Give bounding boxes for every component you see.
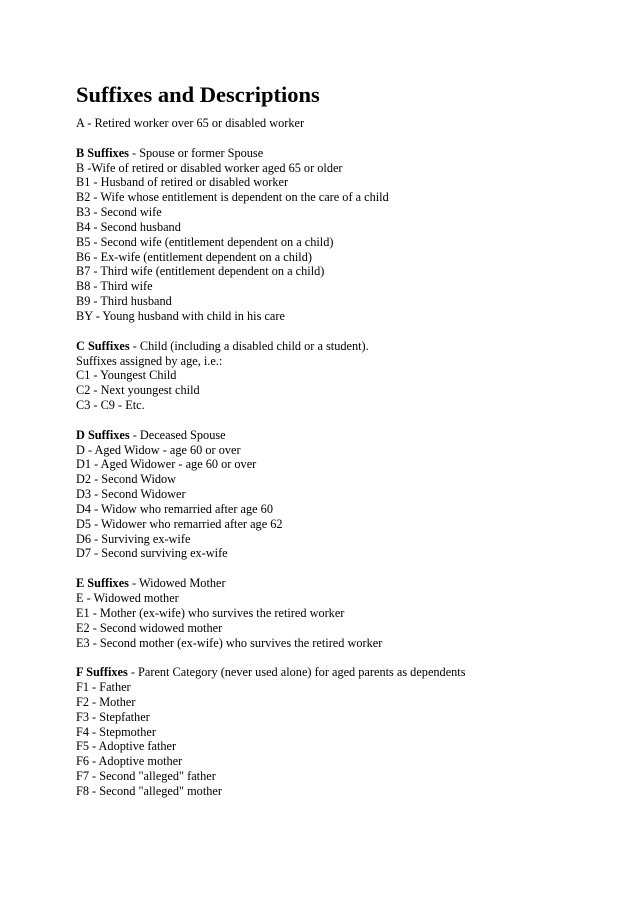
section-e-heading-desc: - Widowed Mother [128, 576, 226, 591]
section-e-line: E3 - Second mother (ex-wife) who survives the retired worker [76, 635, 383, 650]
section-gap [76, 413, 616, 428]
section-f-line: F5 - Adoptive father [76, 739, 177, 754]
section-d-heading-label: D Suffixes [76, 427, 130, 442]
section-b-line: B5 - Second wife (entitlement dependent on a child) [76, 234, 334, 249]
section-d-heading [76, 428, 616, 443]
section-f-line: F7 - Second "alleged" father [76, 769, 216, 784]
section-f-line: F6 - Adoptive mother [76, 754, 183, 769]
section-f-line: F4 - Stepmother [76, 724, 156, 739]
section-c-heading-desc: - Child (including a disabled child or a student). [129, 338, 369, 353]
section-d-line: D5 - Widower who remarried after age 62 [76, 516, 283, 531]
section-b-line: B6 - Ex-wife (entitlement dependent on a child) [76, 249, 312, 264]
section-b-line: B4 - Second husband [76, 219, 181, 234]
section-c-line: Suffixes assigned by age, i.e.: [76, 353, 223, 368]
section-f-heading-label: F Suffixes [76, 665, 128, 680]
section-b-line: B9 - Third husband [76, 294, 172, 309]
section-e-heading-label: E Suffixes [76, 576, 129, 591]
section-d-heading-desc: - Deceased Spouse [129, 427, 226, 442]
section-d-line: D4 - Widow who remarried after age 60 [76, 501, 273, 516]
section-gap [76, 131, 616, 146]
section-d-line: D1 - Aged Widower - age 60 or over [76, 457, 257, 472]
section-f-line: F1 - Father [76, 680, 131, 695]
section-b-line: B3 - Second wife [76, 205, 162, 220]
section-e-line: E2 - Second widowed mother [76, 620, 223, 635]
section-b-line: BY - Young husband with child in his care [76, 308, 285, 323]
page-title: Suffixes and Descriptions [76, 82, 320, 107]
section-f-heading-desc: - Parent Category (never used alone) for aged parents as dependents [127, 665, 466, 680]
section-c-heading-label: C Suffixes [76, 338, 130, 353]
suffix-a-line: A - Retired worker over 65 or disabled worker [76, 116, 305, 130]
section-f-line: F8 - Second "alleged" mother [76, 783, 222, 798]
section-d-line: D6 - Surviving ex-wife [76, 531, 191, 546]
section-b-heading-desc: - Spouse or former Spouse [128, 145, 264, 160]
section-gap [76, 650, 616, 665]
section-c-heading [76, 339, 616, 354]
section-c-line: C2 - Next youngest child [76, 383, 200, 398]
section-b-line: B8 - Third wife [76, 279, 153, 294]
section-e-heading [76, 576, 616, 591]
section-d-line: D7 - Second surviving ex-wife [76, 546, 228, 561]
section-gap [76, 324, 616, 339]
document-page [76, 82, 616, 799]
section-b-line: B -Wife of retired or disabled worker aged 65 or older [76, 160, 343, 175]
section-gap [76, 561, 616, 576]
section-c-line: C3 - C9 - Etc. [76, 398, 145, 413]
section-b-line: B1 - Husband of retired or disabled worker [76, 175, 289, 190]
section-f-line: F2 - Mother [76, 694, 136, 709]
section-b-line: B7 - Third wife (entitlement dependent on a child) [76, 264, 325, 279]
section-b-heading-label: B Suffixes [76, 145, 129, 160]
section-d-line: D - Aged Widow - age 60 or over [76, 442, 241, 457]
section-e-line: E - Widowed mother [76, 591, 179, 605]
section-f-heading [76, 665, 616, 680]
section-f-line: F3 - Stepfather [76, 709, 150, 724]
section-b-line: B2 - Wife whose entitlement is dependent on the care of a child [76, 190, 389, 205]
section-d-line: D3 - Second Widower [76, 487, 186, 502]
section-b-heading [76, 146, 616, 161]
section-e-line: E1 - Mother (ex-wife) who survives the retired worker [76, 605, 345, 620]
section-d-line: D2 - Second Widow [76, 472, 177, 487]
section-c-line: C1 - Youngest Child [76, 368, 177, 383]
